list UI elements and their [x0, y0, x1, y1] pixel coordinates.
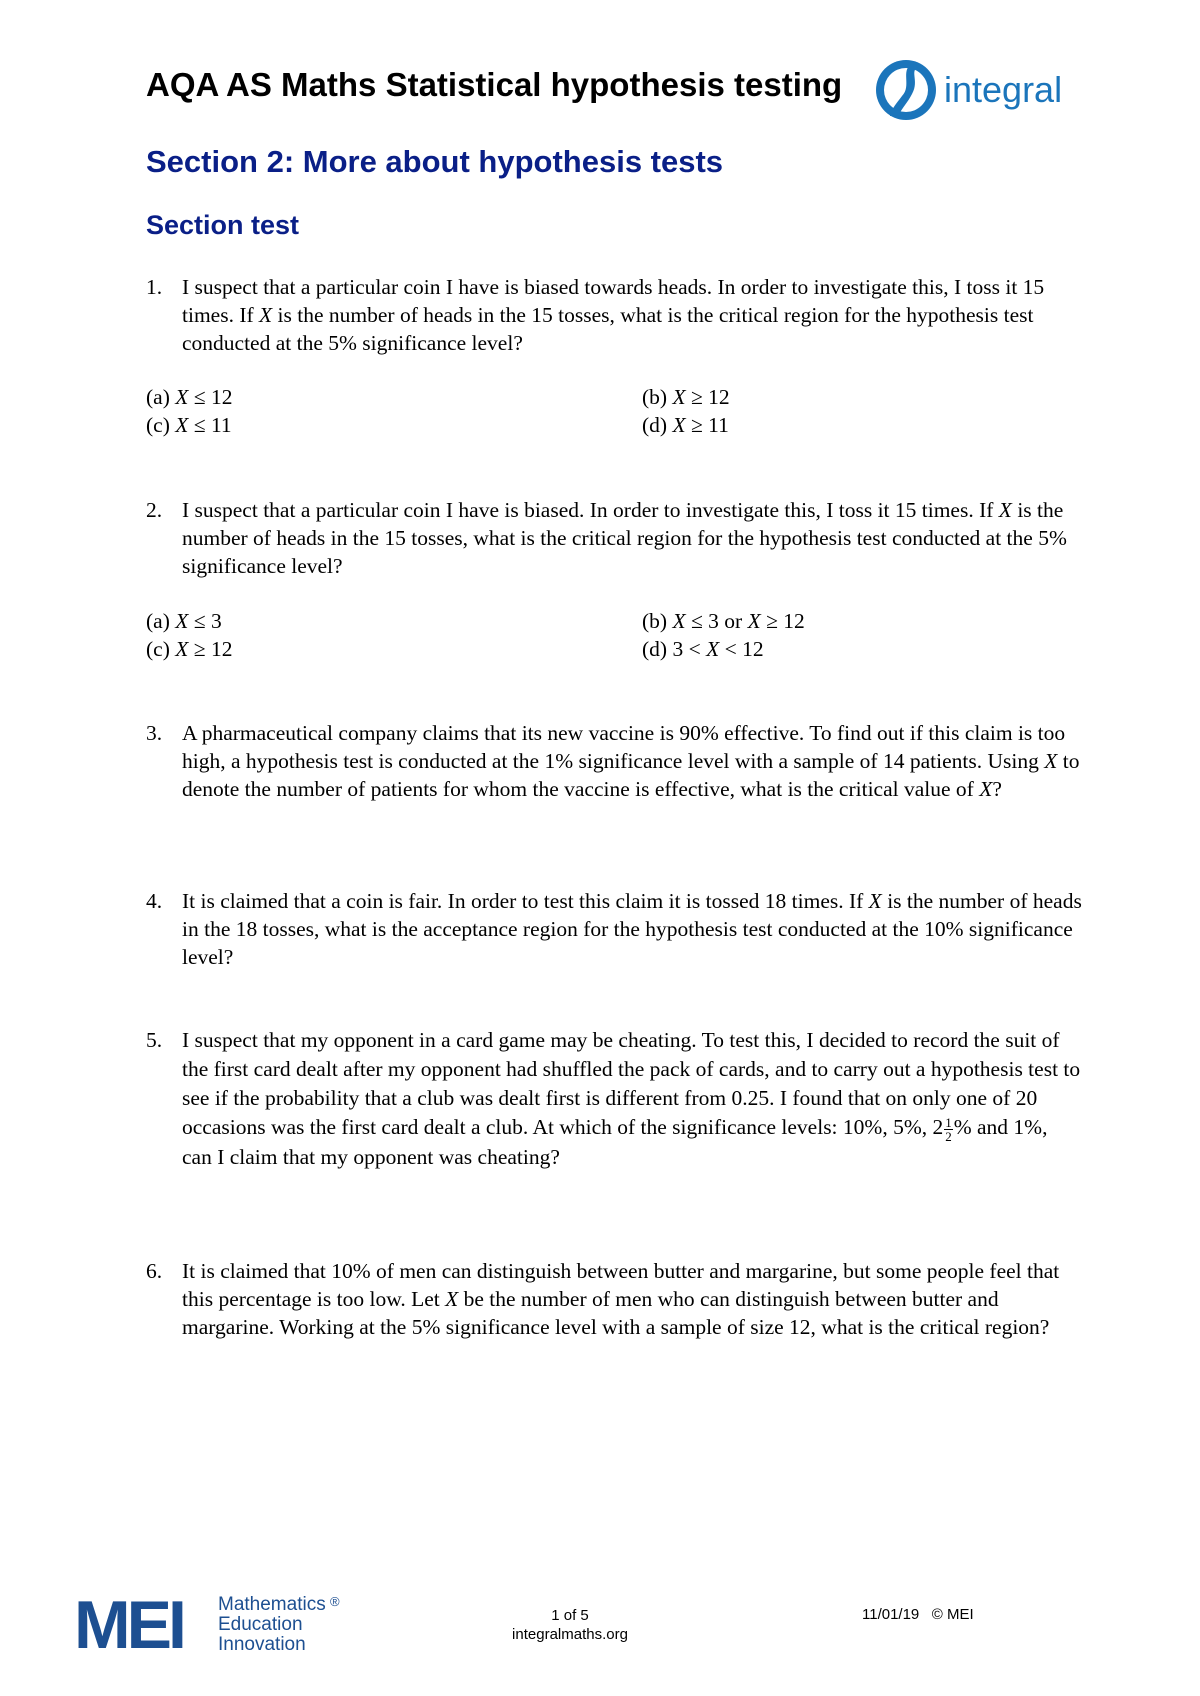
option-d: (d) 3 < X < 12 — [642, 637, 764, 661]
question-number: 5. — [146, 1028, 163, 1052]
option-a: (a) X ≤ 3 — [146, 609, 222, 633]
mei-logo-line2: Education — [218, 1614, 303, 1635]
footer-page-info — [480, 1606, 660, 1644]
question-text: It is claimed that 10% of men can distinguish between butter and margarine, but some people feel that this percentage is too low. Let X be the number of men who can distinguish between butter and margarine. Working at the 5% significance level with a sample of size 12, what is the critical region? — [182, 1259, 1060, 1339]
question-text: A pharmaceutical company claims that its new vaccine is 90% effective. To find out if this claim is too high, a hypothesis test is conducted at the 1% significance level with a sample of 14 patients. Using X to denote the number of patients for whom the vaccine is effective, what is the critical value of X? — [182, 721, 1080, 801]
question-6 — [146, 1257, 1076, 1377]
question-2-options — [146, 607, 1046, 667]
option-c: (c) X ≤ 11 — [146, 413, 232, 437]
question-number: 3. — [146, 721, 163, 745]
question-text: I suspect that a particular coin I have is biased towards heads. In order to investigate this, I toss it 15 times. If X is the number of heads in the 15 tosses, what is the critical region for the hypothesis test conducted at the 5% significance level? — [182, 275, 1045, 355]
question-1-options — [146, 383, 1046, 443]
registered-mark: ® — [330, 1594, 340, 1609]
section-heading: Section 2: More about hypothesis tests — [146, 144, 724, 179]
question-3 — [146, 719, 1080, 839]
fraction-one-half: $\frac{1}{2}$ — [945, 1114, 952, 1144]
footer-copyright: © MEI — [931, 1606, 974, 1623]
footer-date: 11/01/19 — [862, 1606, 920, 1623]
mei-logo-mark: MEI — [74, 1590, 183, 1654]
mei-logo-line1: Mathematics — [218, 1594, 326, 1615]
option-d: (d) X ≥ 11 — [642, 413, 729, 437]
page-number: 1 of 5 — [551, 1607, 589, 1624]
option-b: (b) X ≥ 12 — [642, 385, 730, 409]
integral-logo — [872, 56, 1112, 124]
section-subheading: Section test — [146, 210, 300, 240]
option-a: (a) X ≤ 12 — [146, 385, 233, 409]
mei-logo — [74, 1590, 384, 1654]
document-title: AQA AS Maths Statistical hypothesis testing — [146, 66, 843, 103]
question-4 — [146, 887, 1082, 977]
question-number: 1. — [146, 275, 163, 299]
question-5 — [146, 1026, 1081, 1206]
question-1 — [146, 273, 1076, 363]
question-number: 4. — [146, 889, 163, 913]
question-text: I suspect that a particular coin I have is biased. In order to investigate this, I toss it 15 times. If X is the number of heads in the 15 tosses, what is the critical region for the hypothesis test conducted at the 5% significance level? — [182, 498, 1067, 578]
option-b: (b) X ≤ 3 or X ≥ 12 — [642, 609, 805, 633]
option-c: (c) X ≥ 12 — [146, 637, 233, 661]
question-number: 6. — [146, 1259, 163, 1283]
footer-website: integralmaths.org — [512, 1626, 628, 1643]
mei-logo-line3: Innovation — [218, 1634, 306, 1654]
question-text: I suspect that my opponent in a card game may be cheating. To test this, I decided to record the suit of the first card dealt after my opponent had shuffled the pack of cards, and to carry out a hypothesis test to see if the probability that a club was dealt first is different from 0.25. I found that on only one of 20 occasions was the first card dealt a club. At which of the significance levels: 10%, 5%, 2 $\frac{1}{2}$ % and 1%, can I claim that my opponent was cheating? — [182, 1028, 1081, 1169]
question-2 — [146, 496, 1076, 586]
integral-logo-text: integral — [944, 69, 1063, 110]
footer-date-copyright — [862, 1606, 974, 1623]
question-number: 2. — [146, 498, 163, 522]
question-text: It is claimed that a coin is fair. In order to test this claim it is tossed 18 times. If X is the number of heads in the 18 tosses, what is the acceptance region for the hypothesis test conducted at the 10% significance level? — [182, 889, 1082, 969]
